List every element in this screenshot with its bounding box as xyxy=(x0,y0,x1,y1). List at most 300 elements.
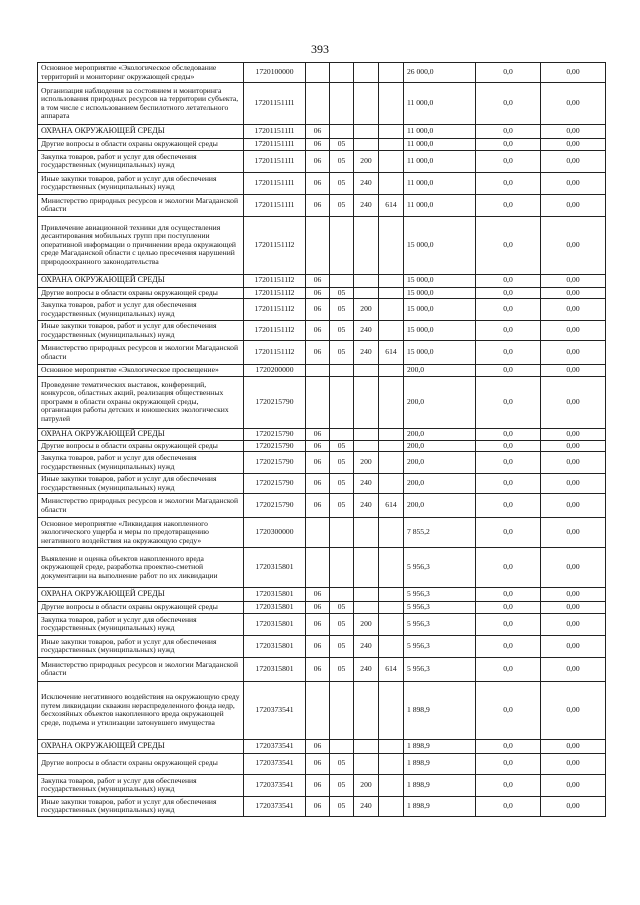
amount-2-cell: 0,0 xyxy=(476,602,541,614)
administrator-cell xyxy=(379,428,404,440)
table-row xyxy=(38,613,606,635)
administrator-cell: 614 xyxy=(379,194,404,216)
amount-2-cell: 0,0 xyxy=(476,172,541,194)
amount-2-cell: 0,0 xyxy=(476,299,541,321)
table-row xyxy=(38,376,606,428)
table-row xyxy=(38,299,606,321)
administrator-cell xyxy=(379,588,404,602)
table-row xyxy=(38,474,606,494)
table-row xyxy=(38,681,606,739)
expense-type-cell: 240 xyxy=(354,474,379,494)
subsection-cell: 05 xyxy=(330,150,354,172)
table-row xyxy=(38,602,606,614)
subsection-cell: 05 xyxy=(330,299,354,321)
amount-cell: 200,0 xyxy=(404,365,476,377)
administrator-cell: 614 xyxy=(379,494,404,518)
section-cell: 06 xyxy=(306,341,330,365)
amount-3-cell: 0,00 xyxy=(541,376,606,428)
amount-3-cell: 0,00 xyxy=(541,321,606,341)
amount-cell: 26 000,0 xyxy=(404,63,476,83)
expense-type-cell xyxy=(354,518,379,548)
row-name-cell: Исключение негативного воздействия на окружающую среду путем ликвидации скважин нераспределенного фонда недр, бесхозяйных объектов накопленного вреда окружающей среде, подъема и утилизации затонувшего имущества xyxy=(38,681,244,739)
expense-type-cell xyxy=(354,753,379,774)
amount-3-cell: 0,00 xyxy=(541,753,606,774)
section-cell xyxy=(306,63,330,83)
amount-3-cell: 0,00 xyxy=(541,150,606,172)
administrator-cell xyxy=(379,796,404,816)
row-name-cell: Министерство природных ресурсов и экологии Магаданской области xyxy=(38,657,244,681)
row-name-cell: Выявление и оценка объектов накопленного вреда окружающей среде, разработка проектно-сметной документации на выполнение работ по их ликвидации xyxy=(38,548,244,588)
section-cell xyxy=(306,83,330,125)
amount-2-cell: 0,0 xyxy=(476,440,541,452)
row-name-cell: Другие вопросы в области охраны окружающей среды xyxy=(38,287,244,299)
subsection-cell: 05 xyxy=(330,796,354,816)
amount-3-cell: 0,00 xyxy=(541,299,606,321)
table-row xyxy=(38,440,606,452)
table-row xyxy=(38,494,606,518)
target-article-cell: 172011511I1 xyxy=(244,194,306,216)
table-row xyxy=(38,216,606,274)
amount-2-cell: 0,0 xyxy=(476,681,541,739)
expense-type-cell xyxy=(354,376,379,428)
section-cell: 06 xyxy=(306,657,330,681)
expense-type-cell xyxy=(354,588,379,602)
row-name-cell: Другие вопросы в области охраны окружающей среды xyxy=(38,753,244,774)
target-article-cell: 1720200000 xyxy=(244,365,306,377)
amount-2-cell: 0,0 xyxy=(476,194,541,216)
row-name-cell: Другие вопросы в области охраны окружающей среды xyxy=(38,139,244,151)
target-article-cell: 1720215790 xyxy=(244,474,306,494)
administrator-cell xyxy=(379,299,404,321)
administrator-cell xyxy=(379,139,404,151)
amount-2-cell: 0,0 xyxy=(476,365,541,377)
table-row xyxy=(38,321,606,341)
administrator-cell xyxy=(379,321,404,341)
amount-3-cell: 0,00 xyxy=(541,635,606,657)
administrator-cell xyxy=(379,440,404,452)
amount-cell: 200,0 xyxy=(404,494,476,518)
administrator-cell xyxy=(379,613,404,635)
section-cell xyxy=(306,548,330,588)
amount-cell: 5 956,3 xyxy=(404,635,476,657)
table-row xyxy=(38,365,606,377)
expense-type-cell: 240 xyxy=(354,657,379,681)
subsection-cell: 05 xyxy=(330,774,354,796)
subsection-cell xyxy=(330,548,354,588)
budget-table xyxy=(37,62,606,817)
subsection-cell xyxy=(330,216,354,274)
row-name-cell: Другие вопросы в области охраны окружающей среды xyxy=(38,440,244,452)
expense-type-cell: 240 xyxy=(354,494,379,518)
table-row xyxy=(38,428,606,440)
administrator-cell xyxy=(379,287,404,299)
table-row xyxy=(38,635,606,657)
subsection-cell: 05 xyxy=(330,172,354,194)
expense-type-cell: 240 xyxy=(354,796,379,816)
subsection-cell: 05 xyxy=(330,494,354,518)
section-cell: 06 xyxy=(306,139,330,151)
amount-2-cell: 0,0 xyxy=(476,548,541,588)
amount-cell: 15 000,0 xyxy=(404,321,476,341)
table-row xyxy=(38,125,606,139)
target-article-cell: 1720373541 xyxy=(244,681,306,739)
expense-type-cell: 200 xyxy=(354,774,379,796)
expense-type-cell: 240 xyxy=(354,321,379,341)
amount-3-cell: 0,00 xyxy=(541,681,606,739)
administrator-cell xyxy=(379,125,404,139)
amount-2-cell: 0,0 xyxy=(476,150,541,172)
table-row xyxy=(38,341,606,365)
target-article-cell: 1720315801 xyxy=(244,635,306,657)
expense-type-cell xyxy=(354,287,379,299)
table-row xyxy=(38,194,606,216)
target-article-cell: 1720315801 xyxy=(244,657,306,681)
amount-cell: 1 898,9 xyxy=(404,681,476,739)
row-name-cell: Основное мероприятие «Экологическое просвещение» xyxy=(38,365,244,377)
subsection-cell: 05 xyxy=(330,321,354,341)
section-cell: 06 xyxy=(306,274,330,287)
row-name-cell: Закупка товаров, работ и услуг для обеспечения государственных (муниципальных) нужд xyxy=(38,452,244,474)
row-name-cell: Закупка товаров, работ и услуг для обеспечения государственных (муниципальных) нужд xyxy=(38,150,244,172)
row-name-cell: Основное мероприятие «Ликвидация накопленного экологического ущерба и меры по предотвращению негативного воздействия на окружающую среду» xyxy=(38,518,244,548)
target-article-cell: 172011511I2 xyxy=(244,299,306,321)
amount-cell: 1 898,9 xyxy=(404,739,476,753)
amount-2-cell: 0,0 xyxy=(476,588,541,602)
administrator-cell xyxy=(379,452,404,474)
amount-3-cell: 0,00 xyxy=(541,474,606,494)
amount-2-cell: 0,0 xyxy=(476,753,541,774)
subsection-cell xyxy=(330,681,354,739)
section-cell: 06 xyxy=(306,602,330,614)
expense-type-cell: 200 xyxy=(354,452,379,474)
amount-3-cell: 0,00 xyxy=(541,796,606,816)
amount-2-cell: 0,0 xyxy=(476,739,541,753)
row-name-cell: ОХРАНА ОКРУЖАЮЩЕЙ СРЕДЫ xyxy=(38,588,244,602)
amount-2-cell: 0,0 xyxy=(476,139,541,151)
section-cell: 06 xyxy=(306,452,330,474)
subsection-cell: 05 xyxy=(330,452,354,474)
expense-type-cell xyxy=(354,428,379,440)
expense-type-cell xyxy=(354,139,379,151)
row-name-cell: Министерство природных ресурсов и экологии Магаданской области xyxy=(38,194,244,216)
administrator-cell xyxy=(379,635,404,657)
section-cell: 06 xyxy=(306,796,330,816)
amount-3-cell: 0,00 xyxy=(541,657,606,681)
target-article-cell: 172011511I2 xyxy=(244,216,306,274)
target-article-cell: 172011511I2 xyxy=(244,287,306,299)
amount-3-cell: 0,00 xyxy=(541,452,606,474)
section-cell: 06 xyxy=(306,172,330,194)
section-cell: 06 xyxy=(306,299,330,321)
amount-2-cell: 0,0 xyxy=(476,216,541,274)
amount-3-cell: 0,00 xyxy=(541,125,606,139)
subsection-cell xyxy=(330,518,354,548)
amount-2-cell: 0,0 xyxy=(476,63,541,83)
expense-type-cell: 240 xyxy=(354,172,379,194)
expense-type-cell xyxy=(354,440,379,452)
amount-cell: 11 000,0 xyxy=(404,139,476,151)
administrator-cell xyxy=(379,774,404,796)
target-article-cell: 1720373541 xyxy=(244,753,306,774)
table-row xyxy=(38,518,606,548)
subsection-cell xyxy=(330,274,354,287)
section-cell: 06 xyxy=(306,150,330,172)
amount-cell: 5 956,3 xyxy=(404,588,476,602)
section-cell xyxy=(306,376,330,428)
row-name-cell: Иные закупки товаров, работ и услуг для обеспечения государственных (муниципальных) нужд xyxy=(38,321,244,341)
table-row xyxy=(38,172,606,194)
target-article-cell: 1720215790 xyxy=(244,428,306,440)
page-number: 393 xyxy=(311,42,329,56)
section-cell: 06 xyxy=(306,321,330,341)
target-article-cell: 172011511I1 xyxy=(244,83,306,125)
amount-cell: 15 000,0 xyxy=(404,287,476,299)
section-cell: 06 xyxy=(306,494,330,518)
section-cell: 06 xyxy=(306,739,330,753)
amount-2-cell: 0,0 xyxy=(476,657,541,681)
row-name-cell: Иные закупки товаров, работ и услуг для обеспечения государственных (муниципальных) нужд xyxy=(38,796,244,816)
amount-cell: 15 000,0 xyxy=(404,216,476,274)
table-row xyxy=(38,774,606,796)
row-name-cell: Другие вопросы в области охраны окружающей среды xyxy=(38,602,244,614)
target-article-cell: 1720373541 xyxy=(244,774,306,796)
amount-cell: 5 956,3 xyxy=(404,613,476,635)
row-name-cell: Организация наблюдения за состоянием и мониторинга использования природных ресурсов на территории субъекта, в том числе с использованием беспилотного летательного аппарата xyxy=(38,83,244,125)
subsection-cell xyxy=(330,125,354,139)
amount-3-cell: 0,00 xyxy=(541,83,606,125)
administrator-cell xyxy=(379,548,404,588)
amount-3-cell: 0,00 xyxy=(541,739,606,753)
amount-cell: 200,0 xyxy=(404,452,476,474)
subsection-cell: 05 xyxy=(330,440,354,452)
row-name-cell: Иные закупки товаров, работ и услуг для обеспечения государственных (муниципальных) нужд xyxy=(38,474,244,494)
subsection-cell: 05 xyxy=(330,602,354,614)
amount-3-cell: 0,00 xyxy=(541,194,606,216)
amount-3-cell: 0,00 xyxy=(541,287,606,299)
table-row xyxy=(38,739,606,753)
expense-type-cell xyxy=(354,548,379,588)
amount-3-cell: 0,00 xyxy=(541,428,606,440)
amount-2-cell: 0,0 xyxy=(476,518,541,548)
expense-type-cell: 200 xyxy=(354,299,379,321)
amount-cell: 5 956,3 xyxy=(404,548,476,588)
expense-type-cell xyxy=(354,602,379,614)
row-name-cell: Закупка товаров, работ и услуг для обеспечения государственных (муниципальных) нужд xyxy=(38,299,244,321)
amount-2-cell: 0,0 xyxy=(476,613,541,635)
expense-type-cell xyxy=(354,681,379,739)
row-name-cell: Иные закупки товаров, работ и услуг для обеспечения государственных (муниципальных) нужд xyxy=(38,635,244,657)
section-cell: 06 xyxy=(306,440,330,452)
amount-cell: 11 000,0 xyxy=(404,172,476,194)
amount-2-cell: 0,0 xyxy=(476,321,541,341)
amount-cell: 1 898,9 xyxy=(404,753,476,774)
administrator-cell xyxy=(379,376,404,428)
target-article-cell: 172011511I1 xyxy=(244,172,306,194)
expense-type-cell xyxy=(354,274,379,287)
amount-2-cell: 0,0 xyxy=(476,774,541,796)
target-article-cell: 1720215790 xyxy=(244,452,306,474)
amount-cell: 11 000,0 xyxy=(404,194,476,216)
subsection-cell xyxy=(330,365,354,377)
expense-type-cell: 240 xyxy=(354,341,379,365)
subsection-cell: 05 xyxy=(330,474,354,494)
subsection-cell xyxy=(330,739,354,753)
target-article-cell: 1720315801 xyxy=(244,548,306,588)
table-row xyxy=(38,150,606,172)
row-name-cell: Министерство природных ресурсов и экологии Магаданской области xyxy=(38,494,244,518)
table-row xyxy=(38,588,606,602)
table-row xyxy=(38,657,606,681)
section-cell: 06 xyxy=(306,428,330,440)
amount-2-cell: 0,0 xyxy=(476,376,541,428)
amount-3-cell: 0,00 xyxy=(541,494,606,518)
subsection-cell: 05 xyxy=(330,753,354,774)
section-cell xyxy=(306,216,330,274)
amount-2-cell: 0,0 xyxy=(476,474,541,494)
amount-2-cell: 0,0 xyxy=(476,635,541,657)
row-name-cell: ОХРАНА ОКРУЖАЮЩЕЙ СРЕДЫ xyxy=(38,428,244,440)
administrator-cell xyxy=(379,739,404,753)
administrator-cell xyxy=(379,474,404,494)
table-row xyxy=(38,63,606,83)
expense-type-cell xyxy=(354,216,379,274)
row-name-cell: ОХРАНА ОКРУЖАЮЩЕЙ СРЕДЫ xyxy=(38,125,244,139)
amount-2-cell: 0,0 xyxy=(476,125,541,139)
expense-type-cell xyxy=(354,125,379,139)
section-cell: 06 xyxy=(306,588,330,602)
amount-3-cell: 0,00 xyxy=(541,774,606,796)
amount-cell: 200,0 xyxy=(404,474,476,494)
expense-type-cell: 240 xyxy=(354,194,379,216)
table-row xyxy=(38,796,606,816)
amount-cell: 200,0 xyxy=(404,440,476,452)
amount-cell: 15 000,0 xyxy=(404,299,476,321)
amount-cell: 11 000,0 xyxy=(404,150,476,172)
table-row xyxy=(38,452,606,474)
amount-3-cell: 0,00 xyxy=(541,274,606,287)
target-article-cell: 1720315801 xyxy=(244,588,306,602)
amount-3-cell: 0,00 xyxy=(541,602,606,614)
administrator-cell xyxy=(379,150,404,172)
section-cell: 06 xyxy=(306,774,330,796)
subsection-cell: 05 xyxy=(330,287,354,299)
expense-type-cell: 200 xyxy=(354,613,379,635)
subsection-cell xyxy=(330,428,354,440)
amount-3-cell: 0,00 xyxy=(541,172,606,194)
target-article-cell: 1720373541 xyxy=(244,739,306,753)
amount-2-cell: 0,0 xyxy=(476,428,541,440)
subsection-cell: 05 xyxy=(330,341,354,365)
section-cell: 06 xyxy=(306,635,330,657)
target-article-cell: 1720373541 xyxy=(244,796,306,816)
administrator-cell xyxy=(379,63,404,83)
section-cell xyxy=(306,518,330,548)
amount-3-cell: 0,00 xyxy=(541,365,606,377)
administrator-cell xyxy=(379,83,404,125)
target-article-cell: 172011511I1 xyxy=(244,139,306,151)
table-row xyxy=(38,83,606,125)
target-article-cell: 1720315801 xyxy=(244,602,306,614)
amount-3-cell: 0,00 xyxy=(541,518,606,548)
amount-2-cell: 0,0 xyxy=(476,452,541,474)
amount-cell: 200,0 xyxy=(404,428,476,440)
administrator-cell xyxy=(379,216,404,274)
target-article-cell: 1720215790 xyxy=(244,376,306,428)
expense-type-cell xyxy=(354,83,379,125)
amount-3-cell: 0,00 xyxy=(541,440,606,452)
target-article-cell: 172011511I2 xyxy=(244,321,306,341)
administrator-cell xyxy=(379,274,404,287)
target-article-cell: 172011511I1 xyxy=(244,125,306,139)
administrator-cell xyxy=(379,172,404,194)
administrator-cell xyxy=(379,681,404,739)
expense-type-cell: 200 xyxy=(354,150,379,172)
row-name-cell: Привлечение авиационной техники для осуществления десантирования мобильных групп при поступлении оперативной информации о причинении вреда окружающей среде Магаданской области с целью пресечения нарушений природоохранного законодательства xyxy=(38,216,244,274)
target-article-cell: 172011511I1 xyxy=(244,150,306,172)
section-cell: 06 xyxy=(306,753,330,774)
row-name-cell: Закупка товаров, работ и услуг для обеспечения государственных (муниципальных) нужд xyxy=(38,774,244,796)
amount-cell: 7 855,2 xyxy=(404,518,476,548)
section-cell xyxy=(306,365,330,377)
amount-2-cell: 0,0 xyxy=(476,83,541,125)
row-name-cell: ОХРАНА ОКРУЖАЮЩЕЙ СРЕДЫ xyxy=(38,739,244,753)
section-cell xyxy=(306,681,330,739)
administrator-cell xyxy=(379,365,404,377)
target-article-cell: 1720300000 xyxy=(244,518,306,548)
subsection-cell xyxy=(330,83,354,125)
table-row xyxy=(38,548,606,588)
table-row xyxy=(38,287,606,299)
amount-3-cell: 0,00 xyxy=(541,588,606,602)
target-article-cell: 172011511I2 xyxy=(244,274,306,287)
amount-cell: 1 898,9 xyxy=(404,796,476,816)
amount-2-cell: 0,0 xyxy=(476,796,541,816)
amount-cell: 5 956,3 xyxy=(404,602,476,614)
amount-cell: 11 000,0 xyxy=(404,125,476,139)
row-name-cell: Иные закупки товаров, работ и услуг для обеспечения государственных (муниципальных) нужд xyxy=(38,172,244,194)
administrator-cell xyxy=(379,753,404,774)
subsection-cell xyxy=(330,588,354,602)
section-cell: 06 xyxy=(306,474,330,494)
table-row xyxy=(38,139,606,151)
expense-type-cell xyxy=(354,739,379,753)
subsection-cell xyxy=(330,376,354,428)
subsection-cell: 05 xyxy=(330,613,354,635)
subsection-cell xyxy=(330,63,354,83)
expense-type-cell xyxy=(354,63,379,83)
administrator-cell xyxy=(379,602,404,614)
expense-type-cell: 240 xyxy=(354,635,379,657)
subsection-cell: 05 xyxy=(330,635,354,657)
amount-3-cell: 0,00 xyxy=(541,139,606,151)
amount-3-cell: 0,00 xyxy=(541,548,606,588)
administrator-cell xyxy=(379,518,404,548)
amount-cell: 15 000,0 xyxy=(404,274,476,287)
target-article-cell: 1720215790 xyxy=(244,440,306,452)
table-row xyxy=(38,274,606,287)
amount-3-cell: 0,00 xyxy=(541,341,606,365)
target-article-cell: 1720315801 xyxy=(244,613,306,635)
amount-2-cell: 0,0 xyxy=(476,341,541,365)
row-name-cell: Министерство природных ресурсов и экологии Магаданской области xyxy=(38,341,244,365)
amount-cell: 15 000,0 xyxy=(404,341,476,365)
row-name-cell: Проведение тематических выставок, конференций, конкурсов, областных акций, реализация общественных программ в области охраны окружающей среды, организация работы детских и юношеских экологических патрулей xyxy=(38,376,244,428)
amount-cell: 1 898,9 xyxy=(404,774,476,796)
amount-2-cell: 0,0 xyxy=(476,274,541,287)
subsection-cell: 05 xyxy=(330,139,354,151)
table-row xyxy=(38,753,606,774)
row-name-cell: Основное мероприятие «Экологическое обследование территорий и мониторинг окружающей среды» xyxy=(38,63,244,83)
